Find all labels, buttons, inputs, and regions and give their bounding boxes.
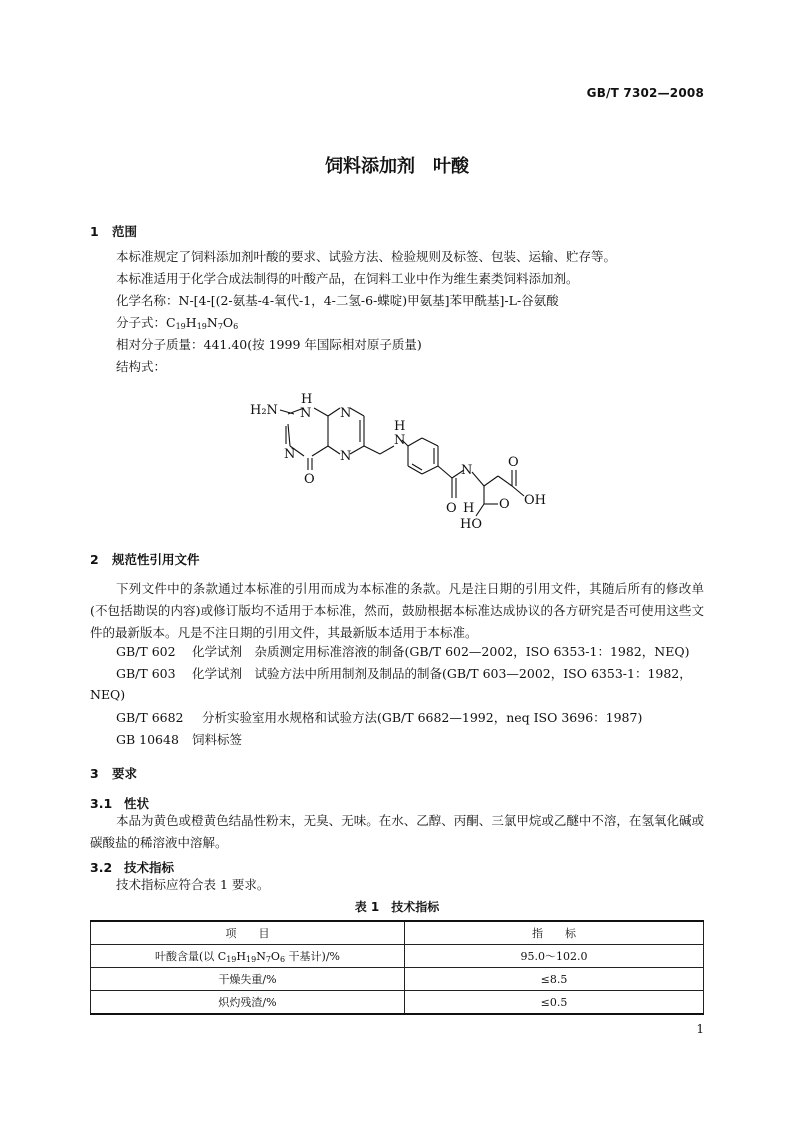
reference-title: 化学试剂 杂质测定用标准溶液的制备(GB/T 602—2002，ISO 6353-1：1982，NEQ) bbox=[192, 644, 690, 659]
reference-code: GB/T 6682 bbox=[116, 710, 184, 725]
table-header-row bbox=[91, 921, 704, 945]
table-row bbox=[91, 968, 704, 991]
folic-acid-structure bbox=[240, 388, 560, 538]
reference-code: GB/T 603 bbox=[116, 666, 176, 681]
atom-o: O bbox=[446, 501, 457, 516]
formula-label: 分子式： bbox=[116, 315, 167, 330]
item-text: 叶酸含量(以 C bbox=[155, 950, 227, 963]
table-cell-value: 95.0～102.0 bbox=[405, 945, 704, 968]
section-number: 3.2 bbox=[90, 860, 113, 875]
formula-o: O bbox=[270, 950, 280, 963]
standard-code: GB/T 7302—2008 bbox=[586, 86, 704, 100]
reference-title: 饲料标签 bbox=[192, 732, 243, 747]
formula-n-count: 7 bbox=[265, 955, 271, 964]
table-header-value: 指 标 bbox=[405, 921, 704, 945]
atom-ho: HO bbox=[460, 517, 482, 532]
formula-o-count: 6 bbox=[279, 955, 286, 964]
table-cell-value: ≤0.5 bbox=[405, 991, 704, 1015]
formula-c-count: 19 bbox=[226, 955, 237, 964]
table-row bbox=[91, 991, 704, 1015]
table-header-item: 项 目 bbox=[91, 921, 405, 945]
section-title: 技术指标 bbox=[124, 860, 175, 875]
atom-o: O bbox=[304, 472, 315, 487]
reference-item bbox=[116, 664, 692, 682]
section-1-heading bbox=[90, 222, 137, 240]
reference-item bbox=[116, 642, 689, 660]
formula-c-count: 19 bbox=[175, 322, 186, 331]
properties-paragraph: 本品为黄色或橙黄色结晶性粉末，无臭、无味。在水、乙醇、丙酮、三氯甲烷或乙醚中不溶，在氢氧化碱或碳酸盐的稀溶液中溶解。 bbox=[90, 813, 704, 850]
atom-n: N bbox=[300, 406, 312, 421]
formula-h: H bbox=[185, 315, 197, 330]
molecular-mass: 相对分子质量：441.40(按 1999 年国际相对原子质量) bbox=[116, 337, 422, 352]
section-title: 规范性引用文件 bbox=[112, 552, 200, 567]
reference-title: 分析实验室用水规格和试验方法(GB/T 6682—1992，neq ISO 3696：1987) bbox=[202, 710, 643, 725]
atom-h: H bbox=[394, 419, 406, 434]
table-cell-item bbox=[91, 945, 405, 968]
formula-h-count: 19 bbox=[196, 322, 207, 331]
reference-code: GB/T 602 bbox=[116, 644, 176, 659]
atom-oh: OH bbox=[524, 493, 546, 508]
item-text: 干基计)/% bbox=[285, 950, 340, 963]
atom-n: N bbox=[394, 433, 406, 448]
atom-h: H bbox=[463, 501, 475, 516]
formula-n: N bbox=[206, 315, 218, 330]
normative-references-paragraph: 下列文件中的条款通过本标准的引用而成为本标准的条款。凡是注日期的引用文件，其随后所有的修改单(不包括勘误的内容)或修订版均不适用于本标准，然而，鼓励根据本标准达成协议的各方研究是否可使用这些文件的最新版本。凡是不注日期的引用文件，其最新版本适用于本标准。 bbox=[90, 581, 704, 640]
table-cell-value: ≤8.5 bbox=[405, 968, 704, 991]
atom-n: N bbox=[461, 463, 473, 478]
formula-n-count: 7 bbox=[217, 322, 223, 331]
formula-o: O bbox=[222, 315, 234, 330]
scope-paragraph-1: 本标准规定了饲料添加剂叶酸的要求、试验方法、检验规则及标签、包装、运输、贮存等。 bbox=[116, 249, 617, 264]
atom-o: O bbox=[508, 455, 519, 470]
reference-title: 化学试剂 试验方法中所用制剂及制品的制备(GB/T 603—2002，ISO 6353-1：1982， bbox=[192, 666, 692, 681]
table-row bbox=[91, 945, 704, 968]
section-number: 1 bbox=[90, 224, 99, 239]
structure-label: 结构式： bbox=[116, 359, 167, 374]
reference-item bbox=[116, 708, 642, 726]
table-cell-item: 炽灼残渣/% bbox=[91, 991, 405, 1015]
table-cell-item: 干燥失重/% bbox=[91, 968, 405, 991]
section-title: 要求 bbox=[112, 766, 138, 781]
section-number: 3.1 bbox=[90, 796, 113, 811]
reference-code: GB 10648 bbox=[116, 732, 179, 747]
atom-o: O bbox=[499, 497, 510, 512]
page-number: 1 bbox=[696, 1022, 704, 1036]
section-3-heading bbox=[90, 764, 137, 782]
atom-n: N bbox=[284, 447, 296, 462]
document-title: 饲料添加剂 叶酸 bbox=[325, 156, 469, 177]
formula-h: H bbox=[236, 950, 246, 963]
chemical-name: 化学名称：N-[4-[(2-氨基-4-氧代-1，4-二氢-6-蝶啶)甲氨基]苯甲酰基]-L-谷氨酸 bbox=[116, 293, 559, 308]
section-title: 范围 bbox=[112, 224, 138, 239]
specification-table bbox=[90, 920, 704, 1015]
table-caption: 表 1 技术指标 bbox=[354, 900, 440, 914]
atom-n: N bbox=[340, 449, 352, 464]
section-title: 性状 bbox=[124, 796, 150, 811]
scope-paragraph-2: 本标准适用于化学合成法制得的叶酸产品，在饲料工业中作为维生素类饲料添加剂。 bbox=[116, 271, 579, 286]
reference-item bbox=[116, 730, 242, 748]
formula-n: N bbox=[256, 950, 266, 963]
structure-atom-labels bbox=[250, 392, 546, 532]
atom-h: H bbox=[301, 392, 313, 407]
section-number: 2 bbox=[90, 552, 99, 567]
atom-h2n: H₂N bbox=[250, 403, 278, 418]
formula-c: C bbox=[166, 315, 176, 330]
section-2-heading bbox=[90, 550, 200, 568]
section-number: 3 bbox=[90, 766, 99, 781]
formula-o-count: 6 bbox=[233, 322, 239, 331]
specification-intro: 技术指标应符合表 1 要求。 bbox=[116, 877, 270, 892]
reference-continuation: NEQ) bbox=[90, 687, 126, 702]
atom-n: N bbox=[340, 406, 352, 421]
formula-h-count: 19 bbox=[246, 955, 257, 964]
